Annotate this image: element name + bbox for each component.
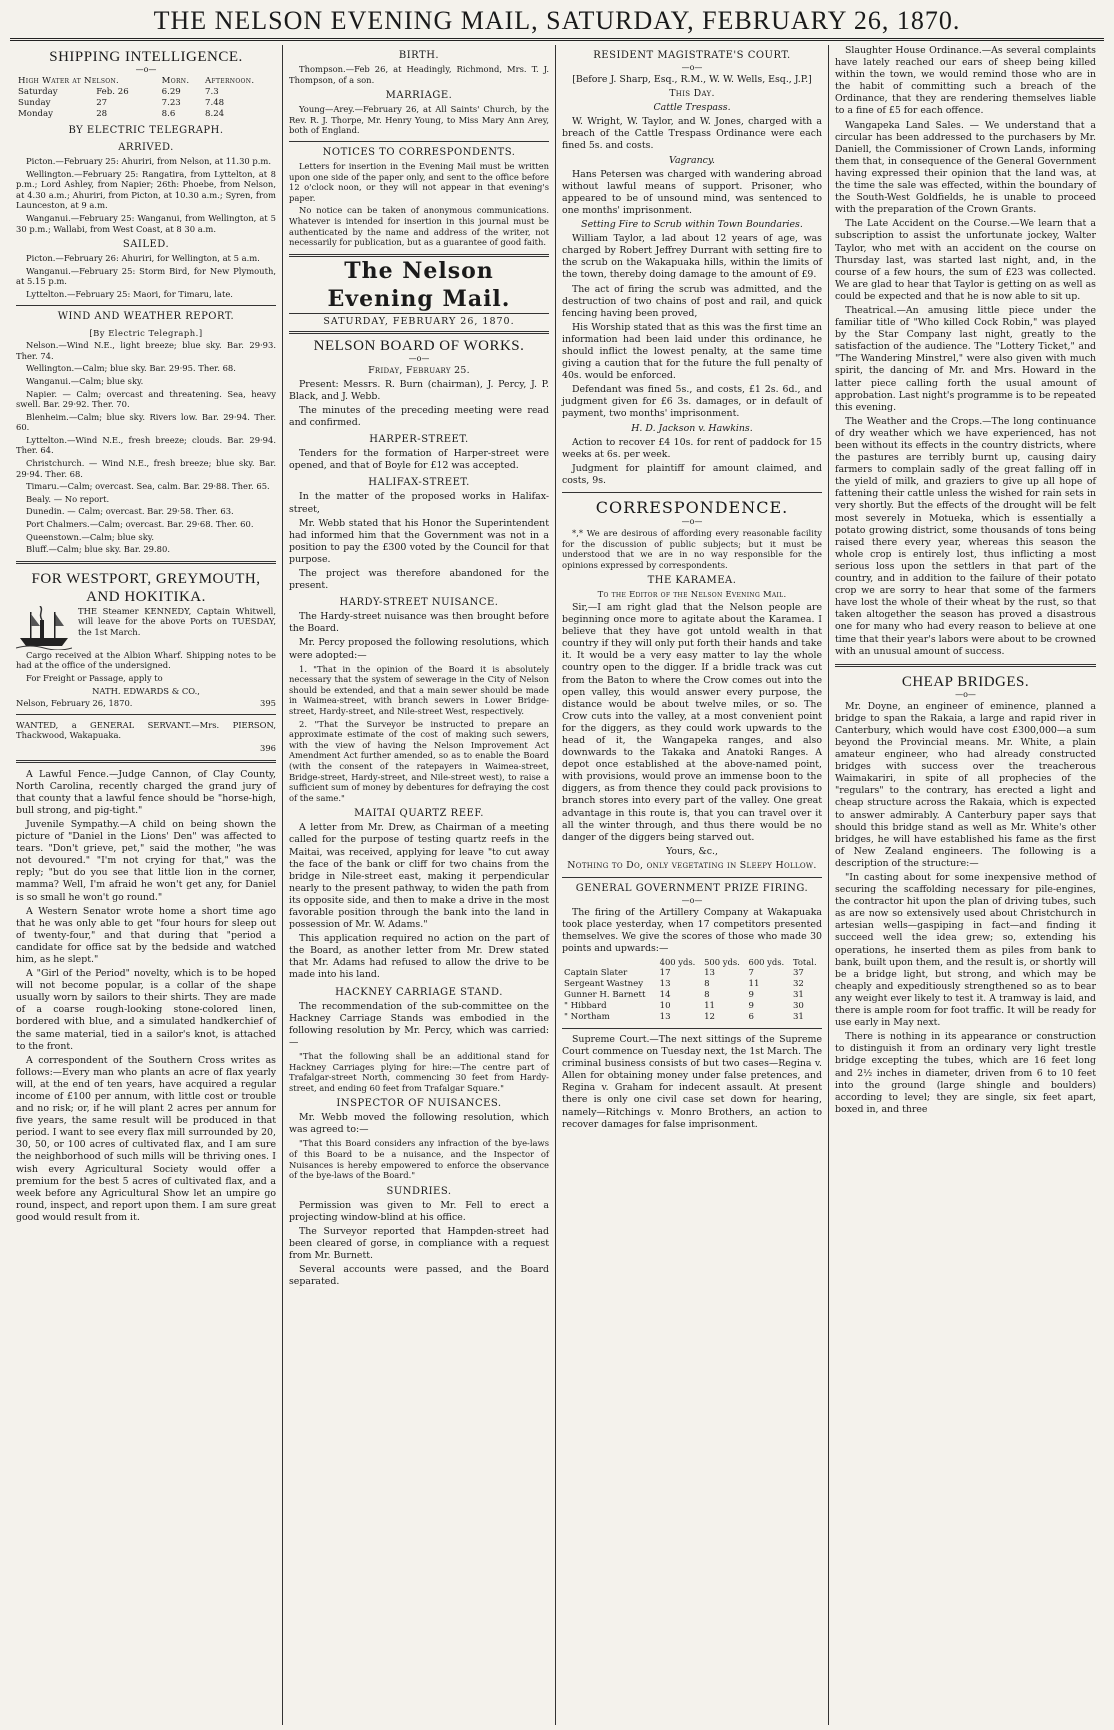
- paper-nameplate: The Nelson Evening Mail.: [289, 254, 549, 314]
- divider: [562, 1028, 822, 1029]
- westport-cargo: Cargo received at the Albion Wharf. Shipping notes to be had at the office of the undersigned.: [16, 649, 276, 671]
- board-date: Friday, February 25.: [368, 364, 470, 376]
- marriage-title: MARRIAGE.: [385, 90, 453, 102]
- divider: [562, 877, 822, 878]
- divider: [16, 714, 276, 715]
- maitai-title: MAITAI QUARTZ REEF.: [354, 808, 484, 820]
- weather-report: Wellington.—Calm; blue sky. Bar. 29·95. Ther. 68.: [26, 363, 236, 374]
- correspondence-title: CORRESPONDENCE.: [595, 498, 789, 517]
- hackney-text: The recommendation of the sub-committee on the Hackney Carriage Stands was embodied in the following resolution by Mr. Percy, which was carried:—: [289, 1000, 549, 1048]
- bridges-title: CHEAP BRIDGES.: [901, 673, 1030, 690]
- column-4: Slaughter House Ordinance.—As several complaints have lately reached our ears of sheep being killed within the town, we would remind those who are in the habit of committing such a breach of the Ordinance, that they are rendering themselves liable to a fine of £5 for each offence. Wangapeka Land Sales. — We understand that a circular has been addressed to the purchasers by Mr. Daniell, the Commissioner of Crown Lands, informing them that, in consequence of the General Government having expressed their opinion that the land was, at the time the sale was effected, within the boundary of the South-West Goldfields, he is unable to proceed with the preparation of the Crown Grants. The Late Accident on the Course.—We learn that a subscription to assist the unfortunate jockey, Walter Taylor, who met with an accident on the course on Thursday last, was started last night, and, in the course of a few hours, the sum of £23 was collected. We are glad to hear that Taylor is getting on as well as could be expected and that he is now able to sit up. Theatrical.—An amusing little piece under the familiar title of "Who killed Cock Robin," was played by the Star Company last night, greatly to the satisfaction of the audience. The "Lottery Ticket," and "The Wandering Minstrel," were also given with much spirit, the dancing of Mr. and Mrs. Howard in the latter piece calling forth the usual amount of approbation. Last night's programme is to be repeated this evening. The Weather and the Crops.—The long continuance of dry weather which we have experienced, has not been without its effects in the country districts, where the pastures are terribly burnt up, causing dairy farmers to complain sadly of the great falling off in the yield of milk, and graziers to give up all hope of fattening their cattle unless the wished for rain sets in very shortly. But the effects of the drought will be felt most severely in Motueka, which is essentially a potato growing district, some thousands of tons being raised there every year, whereas this season the whole crop is entirely lost, thus inflicting a most serious loss upon the settlers in that part of the country, and in addition to the failure of their potato crop we are sorry to hear that some of the farmers have lost the whole of their wheat by the rust, so that taken altogether the season has proved a disastrous one for many who had every reason to believe at one time that their year's labors were about to be crowned with an unusual amount of success. CHEAP BRIDGES. —o— Mr. Doyne, an engineer of eminence, planned a bridge to span the Rakaia, a large and rapid river in Canterbury, which would have cost £300,000—a sum beyond the Provincial means. Mr. White, a plain amateur engineer, who had already constructed bridges with success over the treacherous Waimakariri, in spite of all prophecies of the "regulars" to the contrary, has erected a light and cheap structure across the Rakaia, which is expected to answer admirably. A Canterbury paper says that should this bridge stand as well as Mr. White's other bridges, he will have established his fame as the first of New Zealand engineers. The following is a description of the structure:— "In casting about for some inexpensive method of securing the scaffolding necessary for pile-engines, the contractor hit upon the plan of driving tubes, such as are now so extensively used about Christchurch in artesian wells—gaspiping in fact—and finding it succeed well the idea grew; so, extending his operations, he inserted them as piles from bank to bank, built upon them, and the result is, or shortly will be a bridge light, but strong, and which may be cheaply and expeditiously strengthened so as to bear any weight ever likely to test it. A tramway is laid, and there is ample room for foot traffic. It will be ready for use early in May next. There is nothing in its appearance or construction to distinguish it from an ordinary very light trestle bridge excepting the tubes, which are 16 feet long and 2½ inches in diameter, driven from 6 to 10 feet into the ground (large shingle and boulders) according to level; they are single, six feet apart, boxed in, and three: [835, 45, 1097, 1115]
- harper-title: HARPER-STREET.: [369, 434, 469, 446]
- weather-report: Dunedin. — Calm; overcast. Bar. 29·58. Ther. 63.: [26, 506, 234, 517]
- inspector-title: INSPECTOR OF NUISANCES.: [336, 1098, 502, 1110]
- westport-dateline: Nelson, February 26, 1870.: [16, 698, 133, 709]
- tide-row: Sunday 27 7.23 7.48: [18, 98, 225, 108]
- court-title: RESIDENT MAGISTRATE'S COURT.: [593, 50, 791, 61]
- tide-row: Monday 28 8.6 8.24: [18, 109, 225, 119]
- sundries-title: SUNDRIES.: [386, 1185, 452, 1197]
- paragraph: A Western Senator wrote home a short time ago that he was only able to get "four hours for sleep out of twenty-four," and that during that "period a candidate for office sat by the bedside and watched him, as he slept.": [16, 905, 276, 965]
- weather-report: Nelson.—Wind N.E., light breeze; blue sky. Bar. 29·93. Ther. 74.: [16, 340, 276, 361]
- sundries-text: Permission was given to Mr. Fell to erect a projecting window-blind at his office.: [289, 1199, 549, 1223]
- weather-report: Queenstown.—Calm; blue sky.: [26, 531, 155, 542]
- karamea-title: THE KARAMEA.: [647, 575, 737, 587]
- court-day: This Day.: [669, 88, 715, 100]
- tide-table: [16, 76, 276, 120]
- weather-subtitle: [By Electric Telegraph.]: [89, 327, 203, 338]
- prize-table-header: 400 yds. 500 yds. 600 yds. Total.: [659, 957, 817, 968]
- westport-ad-title: FOR WESTPORT, GREYMOUTH, AND HOKITIKA.: [31, 570, 261, 605]
- table-row: " Northam 13 12 6 31: [564, 1012, 804, 1022]
- weather-report: Bealy. — No report.: [26, 493, 110, 504]
- letter-addressee: To the Editor of the Nelson Evening Mail.: [597, 589, 787, 600]
- column-2: BIRTH. Thompson.—Feb 26, at Headingly, Richmond, Mrs. T. J. Thompson, of a son. MARRIAGE. Young—Arey.—February 26, at All Saints' Church, by the Rev. R. J. Thorpe, Mr. Henry Young, to Miss Mary Ann Arey, both of England. NOTICES TO CORRESPONDENTS. Letters for insertion in the Evening Mail must be written upon one side of the paper only, and sent to the office before 12 o'clock noon, or they will not appear in that evening's paper. No notice can be taken of anonymous communications. Whatever is intended for insertion in this journal must be authenticated by the name and address of the writer, not necessarily for publication, but as a guarantee of good faith. The Nelson Evening Mail. SATURDAY, FEBRUARY 26, 1870. NELSON BOARD OF WORKS. —o— Friday, February 25. Present: Messrs. R. Burn (chairman), J. Percy, J. P. Black, and J. Webb. The minutes of the preceding meeting were read and confirmed. HARPER-STREET. Tenders for the formation of Harper-street were opened, and that of Boyle for £12 was accepted. HALIFAX-STREET. In the matter of the proposed works in Halifax-street, Mr. Webb stated that his Honor the Superintendent had informed him that the Government was not in a position to pay the £300 voted by the Council for that purpose. The project was therefore abandoned for the present. HARDY-STREET NUISANCE. The Hardy-street nuisance was then brought before the Board. Mr. Percy proposed the following resolutions, which were adopted:— 1. "That in the opinion of the Board it is absolutely necessary that the system of sewerage in the City of Nelson should be extended, and that a main sewer should be made in Waimea-street, with branch sewers in Lower Bridge-street, Hardy-street, and Nile-street West, respectively. 2. "That the Surveyor be instructed to prepare an approximate estimate of the cost of making such sewers, with the view of having the Nelson Improvement Act Amendment Act further amended, so as to enable the Board (with the consent of the ratepayers in Waimea-street, Bridge-street, Hardy-street, and Nile-street west), to raise a sufficient sum of money by debentures for defraying the cost of the same." MAITAI QUARTZ REEF. A letter from Mr. Drew, as Chairman of a meeting called for the purpose of testing quartz reefs in the Maitai, was received, applying for leave "to cut away the face of the bank or cliff for two chains from the bridge in Nile-street east, making it perpendicular nearly to the present pathway, to widen the path from its opposite side, and then to make a drive in the most favorable position through the bank into the land in possession of Mr. W. Adams." This application required no action on the part of the Board, as another letter from Mr. Drew stated that Mr. Adams had refused to allow the drive to be made into his land. HACKNEY CARRIAGE STAND. The recommendation of the sub-committee on the Hackney Carriage Stands was embodied in the following resolution by Mr. Percy, which was carried:— "That the following shall be an additional stand for Hackney Carriages plying for hire:—The centre part of Trafalgar-street North, commencing 30 feet from Hardy-street, and ending 60 feet from Trafalgar Square." INSPECTOR OF NUISANCES. Mr. Webb moved the following resolution, which was agreed to:— "That this Board considers any infraction of the bye-laws of this Board to be a nuisance, and the Inspector of Nuisances is hereby empowered to enforce the observance of the bye-laws of the Board." SUNDRIES. Permission was given to Mr. Fell to erect a projecting window-blind at his office. The Surveyor reported that Hampden-street had been cleared of gorse, in compliance with a request from Mr. Burnett. Several accounts were passed, and the Board separated.: [283, 45, 556, 1725]
- cattle-text: W. Wright, W. Taylor, and W. Jones, charged with a breach of the Cattle Trespass Ordinance were each fined 5s. and costs.: [562, 116, 822, 152]
- vagrancy-text: Hans Petersen was charged with wandering abroad without lawful means of support. Prisoner, who appeared to be of unsound mind, was sentenced to one months' imprisonment.: [562, 168, 822, 216]
- sundries-text: The Surveyor reported that Hampden-street had been cleared of gorse, in compliance with a request from Mr. Burnett.: [289, 1226, 549, 1262]
- prize-title: GENERAL GOVERNMENT PRIZE FIRING.: [575, 883, 809, 895]
- halifax-text: The project was therefore abandoned for the present.: [289, 568, 549, 592]
- steamer-icon: [16, 606, 72, 650]
- maitai-text: A letter from Mr. Drew, as Chairman of a meeting called for the purpose of testing quartz reefs in the Maitai, was received, applying for leave "to cut away the face of the bank or cliff for two chains from the bridge in Nile-street east, making it perpendicular nearly to the present pathway, to widen the path from its opposite side, and then to make a drive in the most favorable position through the bank into the land in possession of Mr. W. Adams.": [289, 822, 549, 931]
- jackson-title: H. D. Jackson v. Hawkins.: [631, 422, 753, 434]
- weather-title: WIND AND WEATHER REPORT.: [57, 310, 235, 322]
- letter-closing: Yours, &c.,: [666, 845, 718, 857]
- notices-title: NOTICES TO CORRESPONDENTS.: [322, 146, 516, 158]
- notices-text: Letters for insertion in the Evening Mail must be written upon one side of the paper only, and sent to the office before 12 o'clock noon, or they will not appear in that evening's paper.: [289, 160, 549, 203]
- court-before: [Before J. Sharp, Esq., R.M., W. W. Wells, Esq., J.P.]: [572, 74, 812, 85]
- birth-title: BIRTH.: [398, 50, 440, 61]
- sailed-entry: Lyttelton.—February 25: Maori, for Timaru, late.: [26, 288, 233, 299]
- weather-report: Blenheim.—Calm; blue sky. Rivers low. Bar. 29·94. Ther. 60.: [16, 411, 276, 433]
- westport-ad-text: THE Steamer KENNEDY, Captain Whitwell, will leave for the above Ports on TUESDAY, the 1st March.: [78, 605, 276, 637]
- column-3: RESIDENT MAGISTRATE'S COURT. —o— [Before J. Sharp, Esq., R.M., W. W. Wells, Esq., J.P.] This Day. Cattle Trespass. W. Wright, W. Taylor, and W. Jones, charged with a breach of the Cattle Trespass Ordinance were each fined 5s. and costs. Vagrancy. Hans Petersen was charged with wandering abroad without lawful means of support. Prisoner, who appeared to be of unsound mind, was sentenced to one months' imprisonment. Setting Fire to Scrub within Town Boundaries. William Taylor, a lad about 12 years of age, was charged by Robert Jeffrey Durrant with setting fire to the scrub on the Wakapuaka hills, within the limits of the town, thereby doing damage to the amount of £9. The act of firing the scrub was admitted, and the destruction of two chains of post and rail, and quick fencing having been proved, His Worship stated that as this was the first time an information had been laid under this ordinance, he should inflict the lowest penalty, at the same time giving a caution that for the future the full penalty of 40s. would be enforced. Defendant was fined 5s., and costs, £1 2s. 6d., and judgment given for £6 3s. damages, or in default of payment, two months' imprisonment. H. D. Jackson v. Hawkins. Action to recover £4 10s. for rent of paddock for 15 weeks at 6s. per week. Judgment for plaintiff for amount claimed, and costs, 9s. CORRESPONDENCE. —o— *,* We are desirous of affording every reasonable facility for the discussion of public subjects; but it must be understood that we are in no way responsible for the opinions expressed by correspondents. THE KARAMEA. To the Editor of the Nelson Evening Mail. Sir,—I am right glad that the Nelson people are beginning once more to agitate about the Karamea. I believe that they have got untold wealth in that country if they will only put forth their hands and take it. It would be a very easy matter to lay the whole country open to the digger. If a bridle track was cut from the Baton to where the Crow comes out into the open valley, this would answer every purpose, the distance would be about twelve miles, or so. The Crow cuts into the valley, at a most convenient point for the diggers, as they could work upwards to the head of it, the Wangapeka ranges, and also downwards to the Takaka and Anatoki Ranges. A depot once established at the above-named point, with provisions, would prove an immense boon to the diggers, as from thence they could pack provisions to branch stores into every part of the valley. One great advantage in this route is, that you can travel over it all the winter through, and thus there would be no danger of the diggers being starved out. Yours, &c., Nothing to Do, only vegetating in Sleepy Hollow. GENERAL GOVERNMENT PRIZE FIRING. —o— The firing of the Artillery Company at Wakapuaka took place yesterday, when 17 competitors presented themselves. We give the scores of those who made 30 points and upwards:— 400 yds. 500 yds. 600 yds. Total. Captain Slater 17 13 7 37 Sergeant Wastney 13 8 11 32 Gunner H. Barnett 14 8 9 31 " Hibbard 10 11 9 30 " Northam 13 12 6 31 Supreme Court.—The next sittings of the Supreme Court commence on Tuesday next, the 1st March. The criminal business consists of but two cases—Regina v. Allen for obtaining money under false pretences, and Regina v. Graham for indecent assault. At present there is only one civil case set down for hearing, namely—Ritchings v. Monro Brothers, an action to recover damages for false imprisonment.: [556, 45, 829, 1725]
- weather-report: Wanganui.—Calm; blue sky.: [26, 375, 144, 386]
- prize-text: The firing of the Artillery Company at Wakapuaka took place yesterday, when 17 competitors presented themselves. We give the scores of those who made 30 points and upwards:—: [562, 907, 822, 955]
- fire-text: His Worship stated that as this was the first time an information had been laid under this ordinance, he should inflict the lowest penalty, at the same time giving a caution that for the future the full penalty of 40s. would be enforced.: [562, 321, 822, 382]
- arrived-entry: Picton.—February 25: Ahuriri, from Nelson, at 11.30 p.m.: [26, 156, 272, 166]
- tide-row: Saturday Feb. 26 6.29 7.3: [18, 87, 219, 97]
- paragraph: A "Girl of the Period" novelty, which is to be hoped will not become popular, is a collar of the shape usually worn by sailors to their shirts. They are made of a coarse rough-looking stone-colored linen, bordered with blue, and a simulated handkerchief of the same material, tied in a sailor's knot, is attached to the front.: [16, 968, 276, 1052]
- hardy-title: HARDY-STREET NUISANCE.: [339, 597, 499, 609]
- supreme-court-text: Supreme Court.—The next sittings of the Supreme Court commence on Tuesday next, the 1st March. The criminal business consists of but two cases—Regina v. Allen for obtaining money under false pretences, and Regina v. Graham for indecent assault. At present there is only one civil case set down for hearing, namely—Ritchings v. Monro Brothers, an action to recover damages for false imprisonment.: [562, 1034, 822, 1130]
- westport-freight: For Freight or Passage, apply to: [26, 673, 163, 683]
- table-row: " Hibbard 10 11 9 30: [564, 1001, 804, 1011]
- fire-text: William Taylor, a lad about 12 years of age, was charged by Robert Jeffrey Durrant with setting fire to the scrub on the Wakapuaka hills, within the limits of the town, thereby doing damage to the amount of £9.: [562, 233, 822, 281]
- arrived-entry: Wellington.—February 25: Rangatira, from Lyttelton, at 8 p.m.; Lord Ashley, from Napier; 26th: Phoebe, from Nelson, at 4.30 a.m.; Ahuriri, from Picton, at 10.30 a.m.; Syren, from Launceston, at 9 a.m.: [16, 168, 276, 211]
- hardy-resolution: 2. "That the Surveyor be instructed to prepare an approximate estimate of the cost of making such sewers, with the view of having the Nelson Improvement Act Amendment Act further amended, so as to enable the Board (with the consent of the ratepayers in Waimea-street, Bridge-street, Hardy-street, and Nile-street west), to raise a sufficient sum of money by debentures for defraying the cost of the same.": [289, 718, 549, 803]
- servant-ad-text: WANTED, a GENERAL SERVANT.—Mrs. PIERSON, Thackwood, Wakapuaka.: [16, 719, 276, 741]
- paragraph: The Late Accident on the Course.—We learn that a subscription to assist the unfortunate jockey, Walter Taylor, who met with an accident on the course on Thursday last, was started last night, and, in the course of a few hours, the sum of £23 was collected. We are glad to hear that Taylor is getting on as well as could be expected and that he is now able to sit up.: [835, 218, 1096, 302]
- servant-ad-number: 396: [260, 742, 276, 753]
- weather-report: Timaru.—Calm; overcast. Sea, calm. Bar. 29·88. Ther. 65.: [26, 481, 270, 492]
- arrived-title: ARRIVED.: [118, 142, 174, 153]
- maitai-text: This application required no action on the part of the Board, as another letter from Mr. Drew stated that Mr. Adams had refused to allow the drive to be made into his land.: [289, 933, 549, 981]
- divider: [16, 305, 276, 306]
- cattle-title: Cattle Trespass.: [653, 102, 731, 114]
- weather-report: Christchurch. — Wind N.E., fresh breeze; blue sky. Bar. 29·94. Ther. 68.: [16, 458, 276, 479]
- sailed-title: SAILED.: [122, 239, 170, 251]
- telegraph-title: BY ELECTRIC TELEGRAPH.: [68, 125, 224, 136]
- inspector-quote: "That this Board considers any infraction of the bye-laws of this Board to be a nuisance, and the Inspector of Nuisances is hereby empowered to enforce the observance of the bye-laws of the Board.": [289, 1138, 549, 1181]
- bridges-text: Mr. Doyne, an engineer of eminence, planned a bridge to span the Rakaia, a large and rapid river in Canterbury, which would have cost £300,000—a sum beyond the Provincial means. Mr. White, a plain amateur engineer, who had already constructed bridges with success over the treacherous Waimakariri, in spite of all prophecies of the "regulars" to the contrary, has erected a light and cheap structure across the Rakaia, which is expected to answer admirably. A Canterbury paper says that should this bridge stand as well as Mr. White's other bridges, he will have established his fame as the first of New Zealand engineers. The following is a description of the structure:—: [835, 700, 1096, 869]
- paragraph: Slaughter House Ordinance.—As several complaints have lately reached our ears of sheep being killed within the town, we would remind those who are in the habit of committing such a breach of the Ordinance, that they are rendering themselves liable to a fine of £5 for each offence.: [835, 45, 1096, 117]
- page-masthead: THE NELSON EVENING MAIL, SATURDAY, FEBRUARY 26, 1870.: [10, 6, 1104, 41]
- weather-report: Lyttelton.—Wind N.E., fresh breeze; clouds. Bar. 29·94. Ther. 64.: [16, 434, 276, 456]
- table-row: Sergeant Wastney 13 8 11 32: [564, 979, 804, 989]
- hardy-resolution: 1. "That in the opinion of the Board it is absolutely necessary that the system of sewerage in the City of Nelson should be extended, and that a main sewer should be made in Waimea-street, with branch sewers in Lower Bridge-street, Hardy-street, and Nile-street West, respectively.: [289, 663, 549, 716]
- paper-dateline: SATURDAY, FEBRUARY 26, 1870.: [289, 314, 549, 334]
- hackney-title: HACKNEY CARRIAGE STAND.: [335, 986, 503, 998]
- halifax-text: In the matter of the proposed works in Halifax-street,: [289, 491, 549, 515]
- hardy-text: The Hardy-street nuisance was then brought before the Board.: [289, 611, 549, 635]
- bridges-text: There is nothing in its appearance or construction to distinguish it from an ordinary very light trestle bridge excepting the tubes, which are 16 feet long and 2½ inches in diameter, driven from 6 to 10 feet into the ground (large shingle and boulders) according to level; they are single, six feet apart, boxed in, and three: [835, 1031, 1096, 1115]
- tide-header: High Water at Nelson.: [18, 76, 120, 86]
- jackson-text: Action to recover £4 10s. for rent of paddock for 15 weeks at 6s. per week.: [562, 436, 822, 460]
- board-present: Present: Messrs. R. Burn (chairman), J. Percy, J. P. Black, and J. Webb.: [289, 378, 549, 402]
- weather-report: Napier. — Calm; overcast and threatening. Sea, heavy swell. Bar. 29·92. Ther. 70.: [16, 388, 276, 410]
- correspondence-disclaimer: *,* We are desirous of affording every reasonable facility for the discussion of public subjects; but it must be understood that we are in no way responsible for the opinions expressed by correspondents.: [562, 528, 822, 570]
- divider: [16, 561, 276, 564]
- divider: [16, 760, 276, 763]
- paragraph: A Lawful Fence.—Judge Cannon, of Clay County, North Carolina, recently charged the grand jury of that county that a lawful fence should be "horse-high, bull strong, and pig-tight.": [16, 768, 276, 816]
- inspector-text: Mr. Webb moved the following resolution, which was agreed to:—: [289, 1112, 549, 1136]
- table-row: Gunner H. Barnett 14 8 9 31: [564, 990, 804, 1000]
- tide-header-morn: Morn.: [161, 76, 190, 86]
- paragraph: Wangapeka Land Sales. — We understand that a circular has been addressed to the purchasers by Mr. Daniell, the Commissioner of Crown Lands, informing them that, in consequence of the General Government having expressed their opinion that the land was, at the time the sale was effected, within the boundary of the South-West Goldfields, he is unable to proceed with the preparation of the Crown Grants.: [835, 119, 1096, 216]
- divider: [289, 141, 549, 142]
- jackson-text: Judgment for plaintiff for amount claimed, and costs, 9s.: [562, 462, 822, 486]
- prize-table: [562, 957, 822, 1023]
- divider: [835, 664, 1096, 667]
- board-minutes: The minutes of the preceding meeting were read and confirmed.: [289, 405, 549, 429]
- letter-body: Sir,—I am right glad that the Nelson people are beginning once more to agitate about the Karamea. I believe that they have got untold wealth in that country if they will only put forth their hands and take it. It would be a very easy matter to lay the whole country open to the digger. If a bridle track was cut from the Baton to where the Crow comes out into the open valley, this would answer every purpose, the distance would be about twelve miles, or so. The Crow cuts into the valley, at a most convenient point for the diggers, as they could work upwards to the head of it, the Wangapeka ranges, and also downwards to the Takaka and Anatoki Ranges. A depot once established at the above-named point, with provisions, would prove an immense boon to the diggers, as from thence they could pack provisions to branch stores into every part of the valley. One great advantage in this route is, that you can travel over it all the winter through, and thus there would be no danger of the diggers being starved out.: [562, 601, 822, 843]
- birth-text: Thompson.—Feb 26, at Headingly, Richmond, Mrs. T. J. Thompson, of a son.: [289, 64, 549, 85]
- tide-header-afternoon: Afternoon.: [205, 76, 255, 86]
- halifax-title: HALIFAX-STREET.: [368, 477, 470, 489]
- sailed-entry: Picton.—February 26: Ahuriri, for Wellington, at 5 a.m.: [26, 253, 260, 264]
- paragraph: Theatrical.—An amusing little piece under the familiar title of "Who killed Cock Robin," was played by the Star Company last night, greatly to the satisfaction of the audience. The "Lottery Ticket," and "The Wandering Minstrel," were also given with much spirit, the dancing of Mr. and Mrs. Howard in the latter piece calling forth the usual amount of approbation. Last night's programme is to be repeated this evening.: [835, 304, 1097, 413]
- weather-report: Bluff.—Calm; blue sky. Bar. 29.80.: [26, 544, 170, 555]
- westport-ad: [16, 606, 276, 650]
- paragraph: The Weather and the Crops.—The long continuance of dry weather which we have experienced, has not been without its effects in the country districts, where the pastures are terribly burnt up, causing dairy farmers to complain sadly of the great falling off in the yield of milk, and graziers to give up all hope of fattening their cattle unless the wished for rain sets in very shortly. But the effects of the drought will be felt most severely in Motueka, which is essentially a potato growing district, some thousands of tons being raised there every year, whereas this season the whole crop is entirely lost, thus inflicting a most serious loss upon the settlers in that part of the country, and in addition to the failure of their potato crop we are sorry to hear that some of the farmers have lost the whole of their wheat by the rust, so that taken altogether the season has proved a disastrous one for many who had every reason to believe at one time that their year's labors were about to be crowned with an unusual amount of success.: [835, 415, 1096, 657]
- divider: [562, 492, 822, 493]
- column-1: SHIPPING INTELLIGENCE. —o— High Water at Nelson. Morn. Afternoon. Saturday Feb. 26 6.29 7.3 Sunday 27 7.23 7.48 Monday 28 8.6 8.24 BY ELECTRIC TELEGRAPH. ARRIVED. Picton.—February 25: Ahuriri, from Nelson, at 11.30 p.m. Wellington.—February 25: Rangatira, from Lyttelton, at 8 p.m.; Lord Ashley, from Napier; 26th: Phoebe, from Nelson, at 4.30 a.m.; Ahuriri, from Picton, at 10.30 a.m.; Syren, from Launceston, at 9 a.m. Wanganui.—February 25: Wanganui, from Wellington, at 5 30 p.m.; Wallabi, from West Coast, at 8 30 a.m. SAILED. Picton.—February 26: Ahuriri, for Wellington, at 5 a.m. Wanganui.—February 25: Storm Bird, for New Plymouth, at 5.15 p.m. Lyttelton.—February 25: Maori, for Timaru, late. WIND AND WEATHER REPORT. [By Electric Telegraph.] Nelson.—Wind N.E., light breeze; blue sky. Bar. 29·93. Ther. 74. Wellington.—Calm; blue sky. Bar. 29·95. Ther. 68. Wanganui.—Calm; blue sky. Napier. — Calm; overcast and threatening. Sea, heavy swell. Bar. 29·92. Ther. 70. Blenheim.—Calm; blue sky. Rivers low. Bar. 29·94. Ther. 60. Lyttelton.—Wind N.E., fresh breeze; clouds. Bar. 29·94. Ther. 64. Christchurch. — Wind N.E., fresh breeze; blue sky. Bar. 29·94. Ther. 68. Timaru.—Calm; overcast. Sea, calm. Bar. 29·88. Ther. 65. Bealy. — No report. Dunedin. — Calm; overcast. Bar. 29·58. Ther. 63. Port Chalmers.—Calm; overcast. Bar. 29·68. Ther. 60. Queenstown.—Calm; blue sky. Bluff.—Calm; blue sky. Bar. 29.80. FOR WESTPORT, GREYMOUTH, AND HOKITIKA. THE Steamer KENNEDY, Captain Whitwell, will leave for the above Ports on TUESDAY, the 1st March. Cargo received at the Albion Wharf. Shipping notes to be had at the office of the undersigned. For Freight or Passage, apply to NATH. EDWARDS & CO., Nelson, February 26, 1870. 395 WANTED, a GENERAL SERVANT.—Mrs. PIERSON, Thackwood, Wakapuaka. 396 A Lawful Fence.—Judge Cannon, of Clay County, North Carolina, recently charged the grand jury of that county that a lawful fence should be "horse-high, bull strong, and pig-tight." Juvenile Sympathy.—A child on being shown the picture of "Daniel in the Lions' Den" was affected to tears. "Don't grieve, pet," said the mother, "he was not devoured." "I'm not crying for that," was the reply; "but do you see that little lion in the corner, mamma? Well, I'm afraid he won't get any, for Daniel is so small he won't go round." A Western Senator wrote home a short time ago that he was only able to get "four hours for sleep out of twenty-four," and that during that "period a candidate for office sat by the bedside and watched him, as he slept." A "Girl of the Period" novelty, which is to be hoped will not become popular, is a collar of the shape usually worn by sailors to their shirts. They are made of a coarse rough-looking stone-colored linen, bordered with blue, and a simulated handkerchief of the same material, tied in a sailor's knot, is attached to the front. A correspondent of the Southern Cross writes as follows:—Every man who plants an acre of flax yearly will, at the end of ten years, have acquired a regular income of £100 per annum, with little cost or trouble and no risk; or, if he will plant 2 acres per annum for five years, the same result will be produced in that period. I want to see every flax mill surrounded by 20, 30, 50, or 100 acres of cultivated flax, and I am sure the neighborhood of such mills will be thriving ones. I wish every Agricultural Society would offer a premium for the best 5 acres of cultivated flax, and a week before any Agricultural Show let an umpire go round, inspect, and report upon them. I am sure great good would result from it.: [10, 45, 283, 1725]
- paragraph: A correspondent of the Southern Cross writes as follows:—Every man who plants an acre of flax yearly will, at the end of ten years, have acquired a regular income of £100 per annum, with little cost or trouble and no risk; or, if he will plant 2 acres per annum for five years, the same result will be produced in that period. I want to see every flax mill surrounded by 20, 30, 50, or 100 acres of cultivated flax, and I am sure the neighborhood of such mills will be thriving ones. I wish every Agricultural Society would offer a premium for the best 5 acres of cultivated flax, and a week before any Agricultural Show let an umpire go round, inspect, and report upon them. I am sure great good would result from it.: [16, 1054, 276, 1223]
- sailed-entry: Wanganui.—February 25: Storm Bird, for New Plymouth, at 5.15 p.m.: [16, 265, 276, 287]
- bridges-text: "In casting about for some inexpensive method of securing the scaffolding necessary for pile-engines, the contractor hit upon the plan of driving tubes, such as are now so extensively used about Christchurch in artesian wells—gaspiping in fact—and finding it succeed well the idea grew; so, extending his operations, he inserted them as piles from bank to bank, built upon them, and the result is, or shortly will be a bridge light, but strong, and which may be cheaply and expeditiously strengthened so as to bear any weight ever likely to test it. A tramway is laid, and there is ample room for foot traffic. It will be ready for use early in May next.: [835, 872, 1096, 1029]
- letter-signature: Nothing to Do, only vegetating in Sleepy Hollow.: [567, 859, 817, 871]
- hackney-quote: "That the following shall be an additional stand for Hackney Carriages plying for hire:—The centre part of Trafalgar-street North, commencing 30 feet from Hardy-street, and ending 60 feet from Trafalgar Square.": [289, 1050, 549, 1093]
- hardy-text: Mr. Percy proposed the following resolutions, which were adopted:—: [289, 637, 549, 661]
- westport-number: 395: [260, 698, 276, 709]
- notices-text: No notice can be taken of anonymous communications. Whatever is intended for insertion in this journal must be authenticated by the name and address of the writer, not necessarily for publication, but as a guarantee of good faith.: [289, 205, 549, 248]
- harper-text: Tenders for the formation of Harper-street were opened, and that of Boyle for £12 was accepted.: [289, 448, 549, 472]
- vagrancy-title: Vagrancy.: [669, 154, 715, 166]
- board-title: NELSON BOARD OF WORKS.: [313, 337, 525, 354]
- paragraph: Juvenile Sympathy.—A child on being shown the picture of "Daniel in the Lions' Den" was affected to tears. "Don't grieve, pet," said the mother, "he was not devoured." "I'm not crying for that," was the reply; "but do you see that little lion in the corner, mamma? Well, I'm afraid he won't get any, for Daniel is so small he won't go round.": [16, 818, 276, 903]
- table-row: Captain Slater 17 13 7 37: [564, 968, 804, 978]
- fire-title: Setting Fire to Scrub within Town Boundaries.: [581, 219, 803, 231]
- westport-agent: NATH. EDWARDS & CO.,: [92, 685, 200, 696]
- arrived-entry: Wanganui.—February 25: Wanganui, from Wellington, at 5 30 p.m.; Wallabi, from West Coast, at 8 30 a.m.: [16, 212, 276, 234]
- fire-text: The act of firing the scrub was admitted, and the destruction of two chains of post and rail, and quick fencing having been proved,: [562, 283, 822, 319]
- columns: [10, 45, 1104, 1725]
- marriage-text: Young—Arey.—February 26, at All Saints' Church, by the Rev. R. J. Thorpe, Mr. Henry Young, to Miss Mary Ann Arey, both of England.: [289, 104, 549, 136]
- halifax-text: Mr. Webb stated that his Honor the Superintendent had informed him that the Government was not in a position to pay the £300 voted by the Council for that purpose.: [289, 517, 549, 565]
- shipping-title: SHIPPING INTELLIGENCE.: [49, 49, 243, 65]
- weather-report: Port Chalmers.—Calm; overcast. Bar. 29·68. Ther. 60.: [26, 519, 254, 530]
- sundries-text: Several accounts were passed, and the Board separated.: [289, 1264, 549, 1288]
- fire-text: Defendant was fined 5s., and costs, £1 2s. 6d., and judgment given for £6 3s. damages, or in default of payment, two months' imprisonment.: [562, 384, 822, 420]
